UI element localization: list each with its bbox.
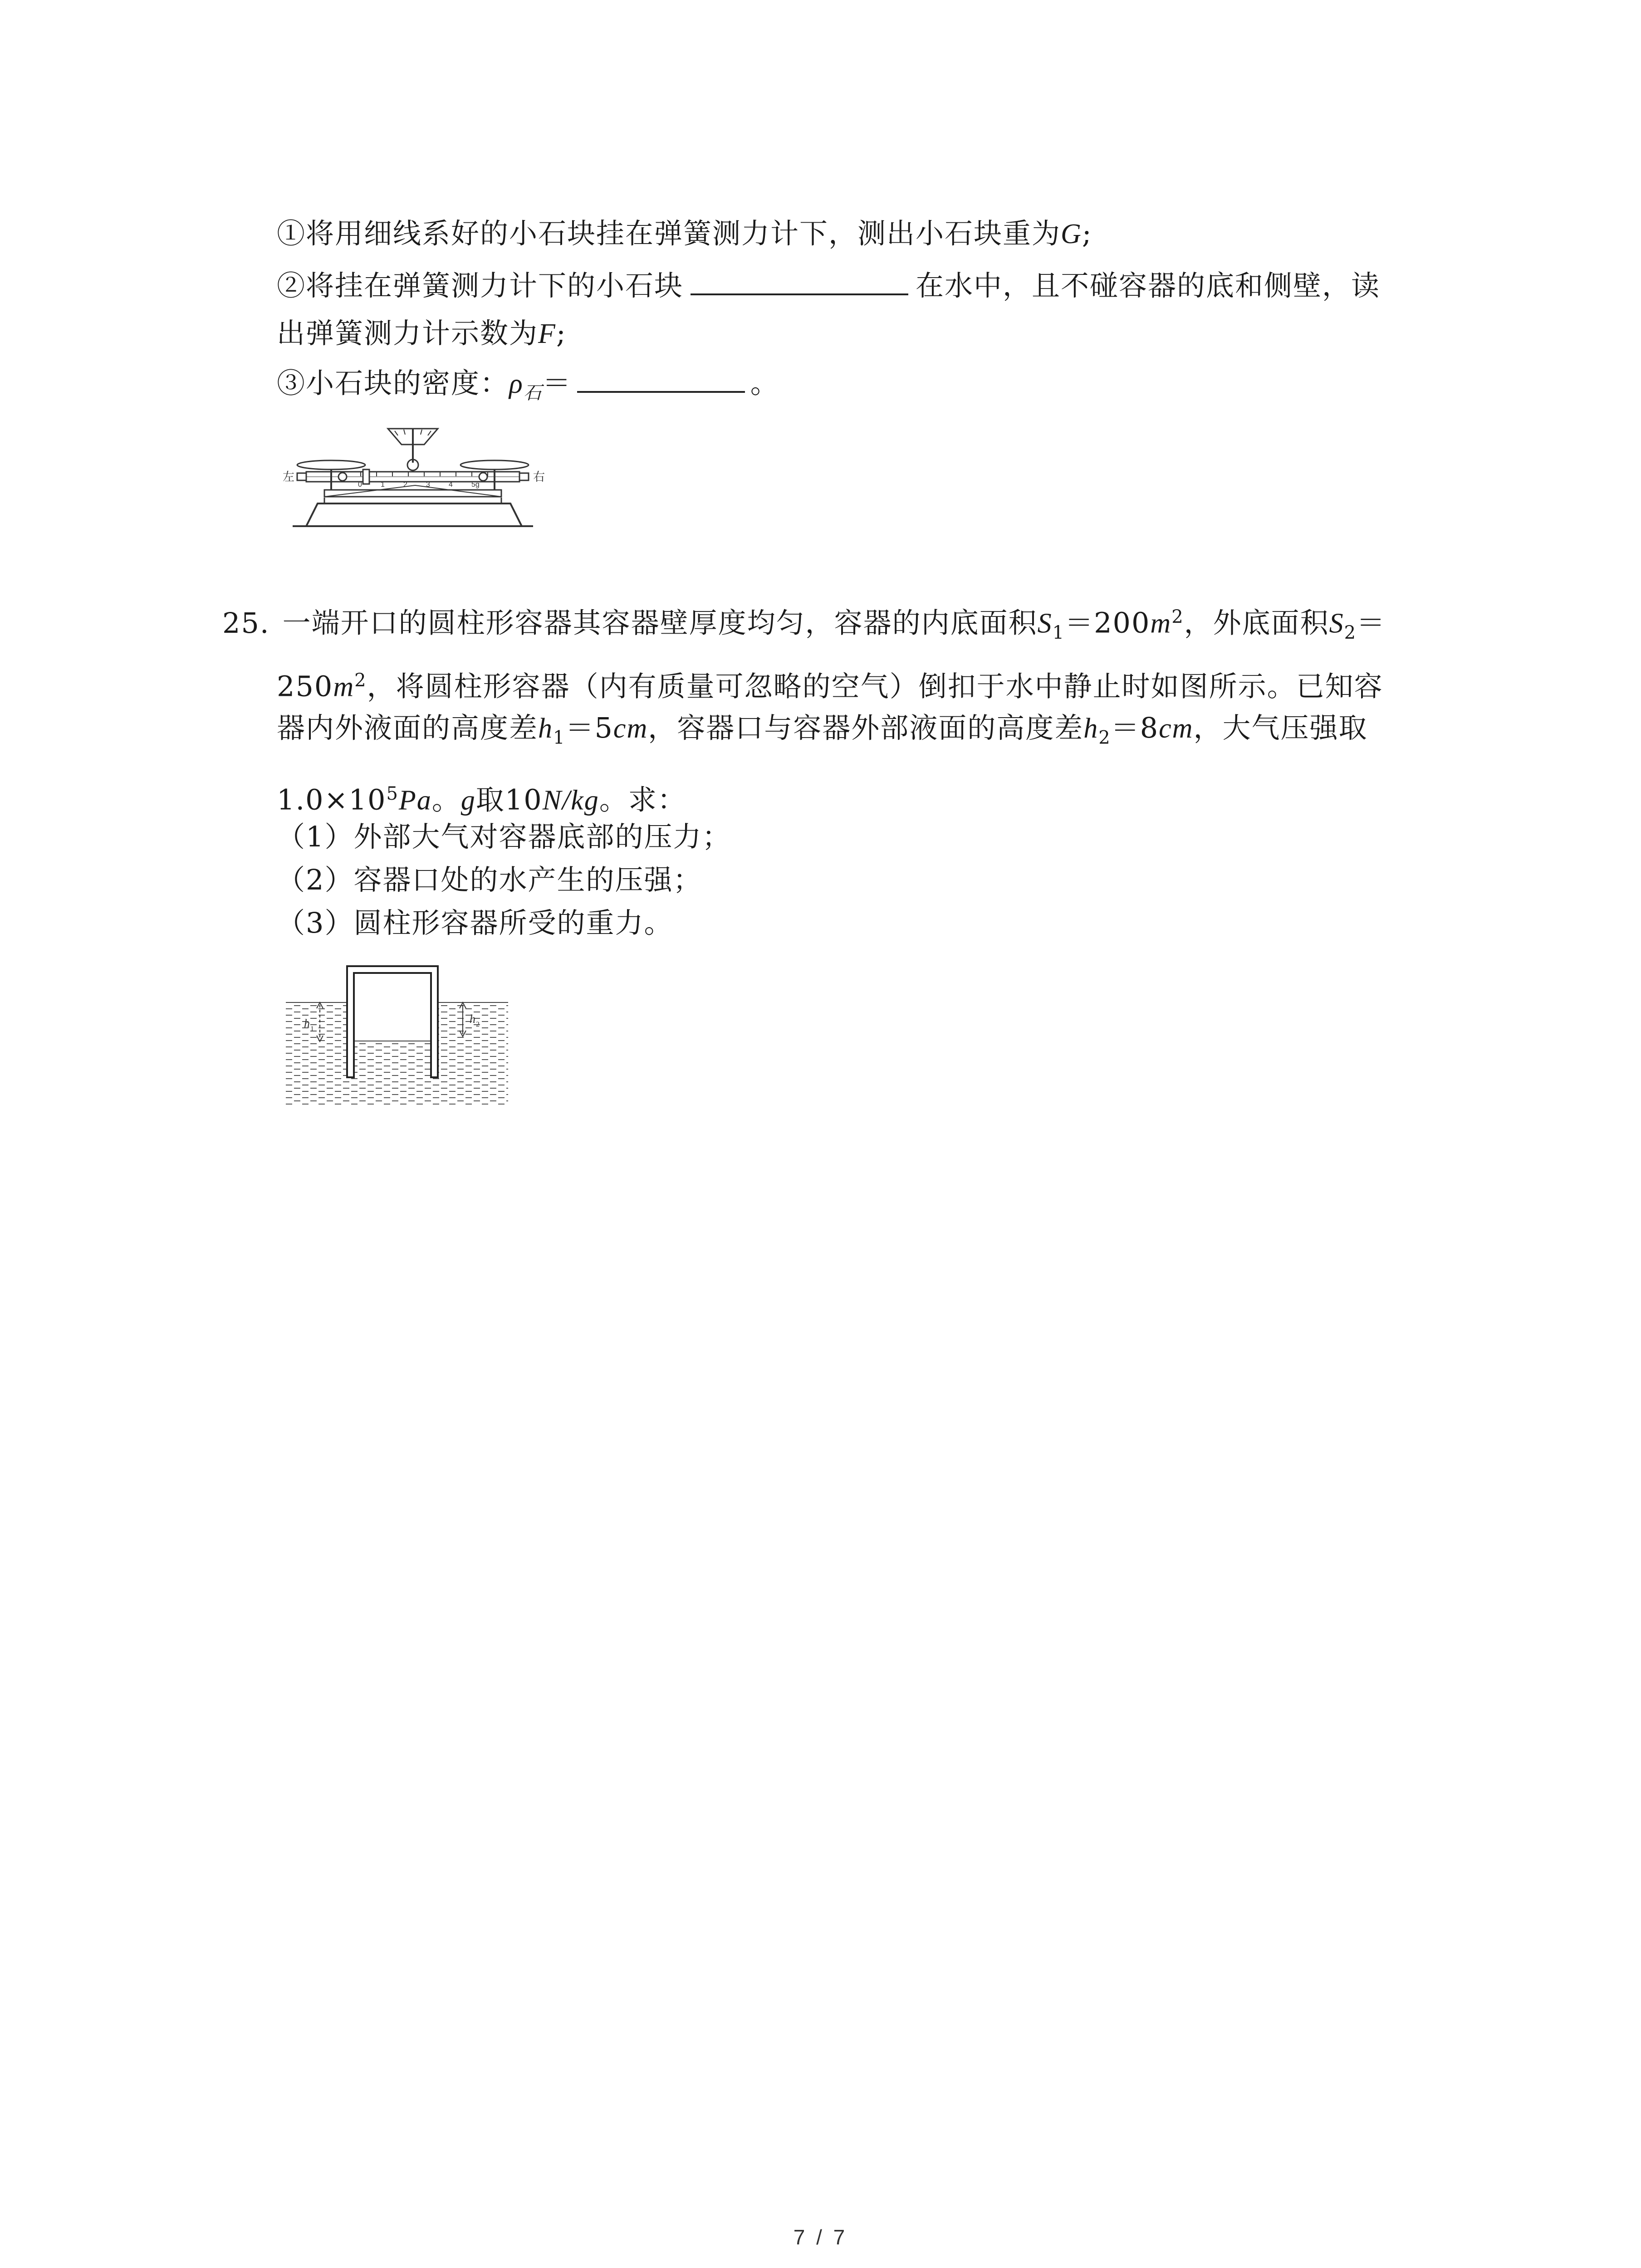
- question-prompt: 。求：: [599, 783, 686, 816]
- step-2-start: ②将挂在弹簧测力计下的小石块: [277, 269, 684, 302]
- step-2-end: ;: [556, 317, 567, 350]
- outer-area-label: ，外底面积: [1184, 606, 1329, 640]
- sub-question-3: （3）圆柱形容器所受的重力。: [277, 906, 673, 939]
- h2-subscript: 2: [1098, 727, 1111, 748]
- step-2-line-2: [277, 313, 567, 354]
- h1-label: h: [304, 1017, 310, 1030]
- balance-left-label: 左: [283, 470, 295, 484]
- step-1-end: ;: [1082, 217, 1092, 250]
- h1-value: ＝5: [565, 711, 613, 744]
- tick-label: 1: [381, 481, 385, 489]
- tick-label: 4: [449, 481, 453, 489]
- tick-label: 3: [426, 481, 430, 489]
- g-symbol: g: [460, 785, 476, 816]
- problem-number: 25.: [222, 606, 270, 640]
- s2-unit: m: [333, 671, 355, 703]
- container-diagram: [277, 959, 517, 1114]
- s2-equals: ＝: [1357, 606, 1386, 640]
- tick-label: 2: [403, 481, 407, 489]
- step-1-text: [277, 213, 1092, 254]
- tick-label: 0: [358, 481, 362, 489]
- problem-25-text-3: 器内外液面的高度差: [277, 711, 539, 744]
- g-unit: N/kg: [542, 785, 599, 816]
- balance-diagram: [279, 420, 578, 535]
- s2-symbol: S: [1329, 608, 1344, 639]
- balance-right-label: 右: [533, 470, 545, 484]
- problem-25-text-5: ，大气压强取: [1193, 711, 1368, 744]
- s1-unit-exp: 2: [1171, 606, 1184, 627]
- h2-unit: cm: [1159, 713, 1194, 744]
- problem-25-text: 一端开口的圆柱形容器其容器壁厚度均匀，容器的内底面积: [282, 606, 1038, 640]
- force-variable: F: [538, 318, 556, 349]
- s2-subscript: 2: [1344, 622, 1357, 644]
- answer-blank-2[interactable]: [577, 364, 745, 393]
- period: 。: [431, 783, 461, 816]
- step-3-label: ③小石块的密度：: [277, 367, 509, 400]
- problem-25-line-1: [222, 596, 1386, 653]
- s1-unit: m: [1150, 608, 1172, 639]
- s1-value: ＝200: [1065, 606, 1151, 640]
- problem-25-line-4: [277, 773, 686, 821]
- rho-symbol: ρ: [509, 368, 524, 399]
- h1-subscript: 1: [553, 727, 566, 748]
- h1-unit: cm: [613, 713, 648, 744]
- pressure-value: 1.0×10: [277, 783, 387, 816]
- equals-sign: ＝: [542, 367, 572, 400]
- problem-25-text-2: ，将圆柱形容器（内有质量可忽略的空气）倒扣于水中静止时如图所示。已知容: [367, 670, 1383, 703]
- sub-question-1: （1）外部大气对容器底部的压力；: [277, 820, 731, 853]
- problem-25-line-3: [277, 708, 1367, 758]
- h2-label: h: [470, 1012, 475, 1026]
- g-value: 取10: [475, 783, 543, 816]
- step-1-label: ①将用细线系好的小石块挂在弹簧测力计下，测出小石块重为: [277, 217, 1061, 250]
- pressure-exp: 5: [386, 783, 399, 804]
- step-2-reading: 出弹簧测力计示数为: [277, 317, 539, 350]
- s1-symbol: S: [1037, 608, 1053, 639]
- h2-symbol: h: [1083, 713, 1099, 744]
- step-2-continue: 在水中，且不碰容器的底和侧壁，读: [916, 269, 1381, 302]
- step-3-text: [277, 363, 779, 413]
- h2-value: ＝8: [1111, 711, 1159, 744]
- pressure-unit: Pa: [398, 785, 432, 816]
- rho-subscript: 石: [523, 382, 543, 404]
- h1-label-sub: 1: [310, 1025, 314, 1033]
- problem-25-text-4: ，容器口与容器外部液面的高度差: [648, 711, 1084, 744]
- tick-label: 5g: [471, 481, 480, 489]
- h1-symbol: h: [538, 713, 554, 744]
- step-3-end: 。: [750, 367, 779, 400]
- h2-label-sub: 2: [476, 1021, 480, 1028]
- weight-variable: G: [1061, 219, 1082, 249]
- page-number: 7 / 7: [793, 2225, 848, 2249]
- s2-value: 250: [277, 670, 333, 703]
- sub-question-2: （2）容器口处的水产生的压强；: [277, 863, 702, 896]
- problem-25-line-2: [277, 660, 1383, 708]
- s2-unit-exp: 2: [354, 670, 367, 691]
- step-2-text: [277, 265, 1380, 306]
- s1-subscript: 1: [1052, 622, 1065, 644]
- answer-blank-1[interactable]: [691, 266, 908, 295]
